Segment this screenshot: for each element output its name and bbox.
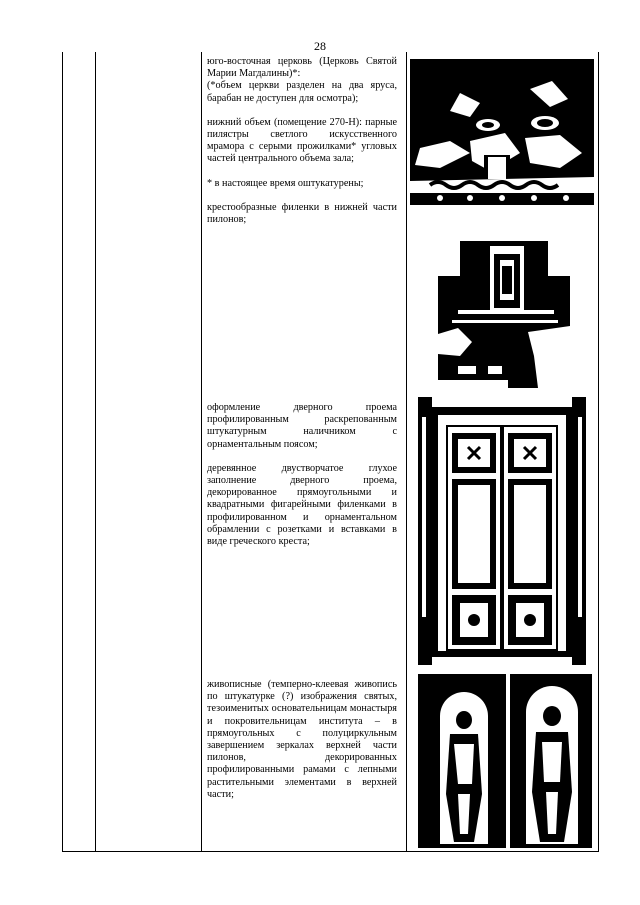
paragraph: живописные (темперно-клеевая живопись по штукатурке (?) изображения святых, тезоименитых основательницам монастыря и покровительницам института – в прямоугольных с полуциркульным завершением зеркалах верхней части пилонов, декорированных профилированными рамами с лепными растительными элементами в верхней части; [207,679,397,800]
paragraph: крестообразные филенки в нижней части пилонов; [207,201,397,226]
paragraph: юго-восточная церковь (Церковь Святой Марии Магдалины)*: [207,56,397,80]
table-border-bottom [62,851,599,852]
row-3-description [207,679,397,801]
paragraph: нижний объем (помещение 270-Н): парные пилястры светлого искусственного мрамора с серыми прожилками* угловых частей центрального объема зала; [207,116,397,165]
table-column-divider-1 [95,52,96,852]
church-interior-photo [410,53,594,205]
table-border-left [62,52,63,852]
paragraph: оформление дверного проема профилированным раскрепованным штукатурным наличником с орнаментальным поясом; [207,402,397,450]
paragraph: * в настоящее время оштукатурены; [207,177,364,189]
paragraph: деревянное двустворчатое глухое заполнение дверного проема, декорированное прямоугольными и квадратными фигарейными филенками в профилированном и орнаментальном обрамлении с розетками и вставками в виде греческого креста; [207,462,397,548]
paragraph: (*объем церкви разделен на два яруса, барабан не доступен для осмотра); [207,80,397,104]
table-border-right [598,52,599,852]
table-column-divider-2 [201,52,202,852]
row-1-description [207,56,397,226]
saints-paintings-photo [418,674,592,848]
pylon-panel-photo [438,216,570,388]
table-column-divider-3 [406,52,407,852]
page-number: 28 [314,39,326,53]
row-2-description [207,402,397,548]
double-door-photo [418,397,586,665]
